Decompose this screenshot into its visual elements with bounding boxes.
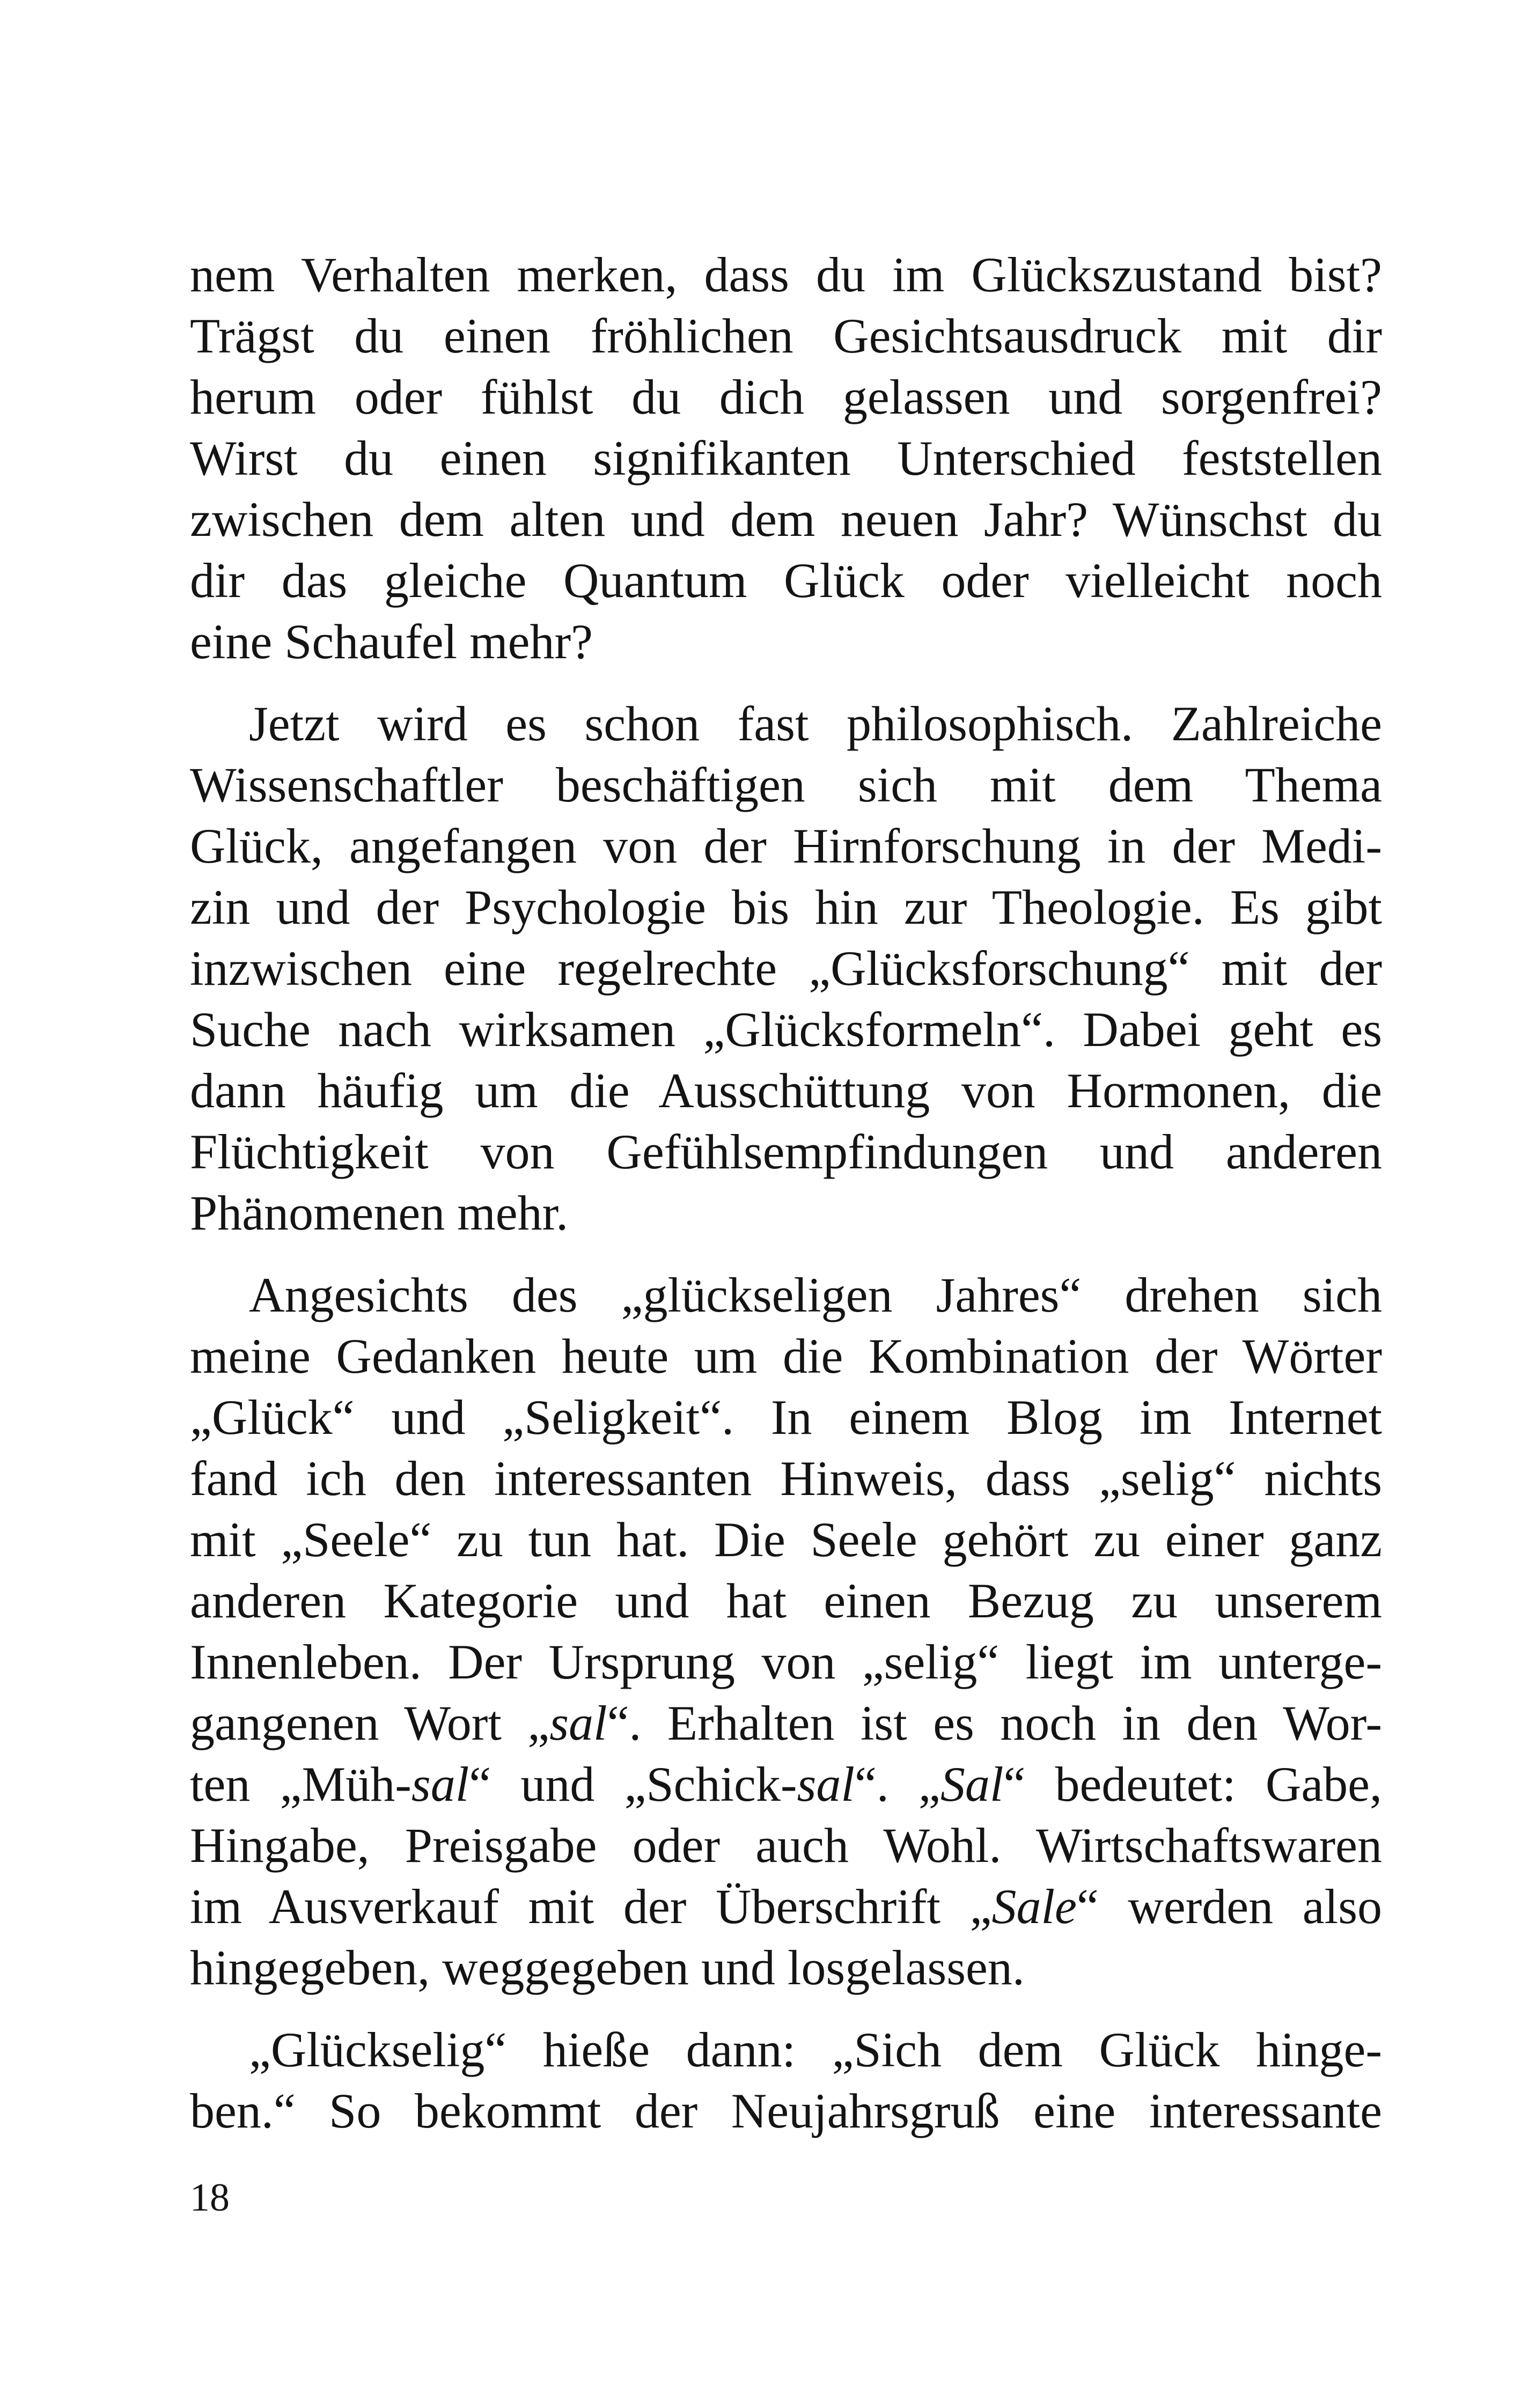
- text-line: anderen Kategorie und hat einen Bezug zu unserem: [190, 1573, 1382, 1628]
- text-run: “. Erhalten ist es noch in den Wor-: [607, 1696, 1382, 1750]
- text-run: “ bedeutet: Gabe,: [1003, 1757, 1383, 1811]
- text-run: “ werden also: [1076, 1879, 1382, 1934]
- italic-term: sal: [549, 1696, 607, 1750]
- text-line: Angesichts des „glückseligen Jahres“ drehen sich: [249, 1268, 1382, 1322]
- text-line: Wirst du einen signifikanten Unterschied feststellen: [190, 431, 1382, 485]
- text-line: mit „Seele“ zu tun hat. Die Seele gehört zu einer ganz: [190, 1512, 1382, 1567]
- text-line: eine Schaufel mehr?: [190, 614, 593, 669]
- text-run: “. „: [854, 1757, 940, 1811]
- page-body: [190, 244, 1382, 2141]
- text-line: [190, 1876, 1382, 1937]
- italic-term: sal: [411, 1757, 469, 1811]
- italic-term: Sal: [940, 1757, 1004, 1811]
- text-line: [190, 1754, 1382, 1815]
- text-run: ten „Müh-: [190, 1757, 412, 1811]
- text-line: Phänomenen mehr.: [190, 1185, 569, 1240]
- page-number: 18: [190, 2176, 230, 2220]
- text-line: dir das gleiche Quantum Glück oder vielleicht noch: [190, 553, 1382, 608]
- paragraph-2: [190, 693, 1382, 1243]
- text-line: Glück, angefangen von der Hirnforschung in der Medi-: [190, 819, 1382, 873]
- text-line: zin und der Psychologie bis hin zur Theologie. Es gibt: [190, 880, 1382, 934]
- text-line: Hingabe, Preisgabe oder auch Wohl. Wirtschaftswaren: [190, 1818, 1382, 1873]
- text-line: Jetzt wird es schon fast philosophisch. Zahlreiche: [249, 696, 1382, 751]
- text-line: [190, 1692, 1382, 1754]
- text-run: “ und „Schick-: [469, 1757, 797, 1811]
- paragraph-3: [190, 1264, 1382, 1998]
- text-line: herum oder fühlst du dich gelassen und sorgenfrei?: [190, 370, 1382, 424]
- italic-term: Sale: [991, 1879, 1077, 1934]
- text-line: dann häufig um die Ausschüttung von Hormonen, die: [190, 1063, 1382, 1118]
- text-line: Trägst du einen fröhlichen Gesichtsausdruck mit dir: [190, 308, 1382, 363]
- text-run: im Ausverkauf mit der Überschrift „: [190, 1879, 992, 1934]
- text-line: fand ich den interessanten Hinweis, dass „selig“ nichts: [190, 1451, 1382, 1506]
- text-line: Flüchtigkeit von Gefühlsempfindungen und anderen: [190, 1124, 1382, 1179]
- text-line: Suche nach wirksamen „Glücksformeln“. Dabei geht es: [190, 1002, 1382, 1057]
- text-line: „Glückselig“ hieße dann: „Sich dem Glück hinge-: [249, 2022, 1382, 2077]
- paragraph-4: [190, 2019, 1382, 2141]
- text-line: „Glück“ und „Seligkeit“. In einem Blog im Internet: [190, 1390, 1382, 1445]
- text-line: meine Gedanken heute um die Kombination der Wörter: [190, 1329, 1382, 1383]
- italic-term: sal: [797, 1757, 855, 1811]
- text-line: Innenleben. Der Ursprung von „selig“ liegt im unterge-: [190, 1634, 1382, 1689]
- text-line: hingegeben, weggegeben und losgelassen.: [190, 1940, 1025, 1995]
- text-line: inzwischen eine regelrechte „Glücksforschung“ mit der: [190, 941, 1382, 996]
- paragraph-1: [190, 244, 1382, 672]
- text-line: ben.“ So bekommt der Neujahrsgruß eine interessante: [190, 2083, 1382, 2138]
- text-line: nem Verhalten merken, dass du im Glückszustand bist?: [190, 247, 1382, 302]
- text-line: Wissenschaftler beschäftigen sich mit dem Thema: [190, 757, 1382, 812]
- text-line: zwischen dem alten und dem neuen Jahr? Wünschst du: [190, 492, 1382, 547]
- text-run: gangenen Wort „: [190, 1696, 550, 1750]
